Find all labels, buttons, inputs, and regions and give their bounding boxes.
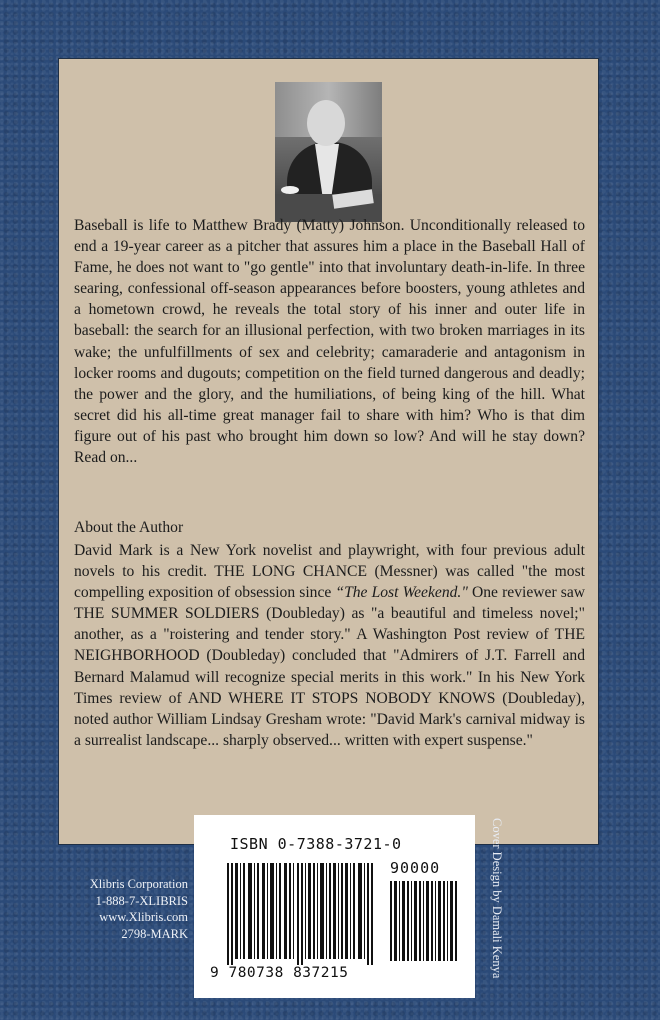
publisher-name: Xlibris Corporation [89, 877, 188, 891]
about-author-heading: About the Author [74, 519, 184, 536]
price-barcode [390, 881, 458, 961]
ean-number: 9 780738 837215 [210, 965, 349, 981]
about-text-italic: “The Lost Weekend." [335, 584, 468, 602]
about-text-part1: David Mark is a New York novelist and playwright, with four previous adult novels to his credit. THE LONG CHANCE (Messner) was called "the most compelling exposition of obsession since [74, 542, 585, 602]
publisher-info [90, 876, 188, 942]
publisher-phone: 1-888-7-XLIBRIS [95, 893, 188, 908]
about-author-text [74, 540, 585, 751]
author-photo [275, 82, 382, 222]
book-summary: Baseball is life to Matthew Brady (Matty) Johnson. Unconditionally released to end a 19-year career as a pitcher that assures him a place in the Baseball Hall of Fame, he does not want to "go gentle" into that involuntary death-in-life. In three searing, confessional off-season appearances before boosters, young athletes and a hometown crowd, he reveals the total story of his inner and outer life in baseball: the search for an illusional perfection, with two broken marriages in its wake; the unfulfillments of sex and celebrity; camaraderie and antagonism in locker rooms and dugouts; competition on the field turned dangerous and deadly; the power and the glory, and the humiliations, of being king of the hill. What secret did his all-time great manager fail to share with him? Who is that dim figure out of his past who brought him down so low? And will he stay down? Read on... [74, 217, 585, 467]
publisher-website: www.Xlibris.com [99, 910, 188, 924]
isbn-label: ISBN 0-7388-3721-0 [230, 835, 402, 853]
isbn-barcode [227, 863, 377, 965]
publisher-code: 2798-MARK [121, 926, 188, 941]
cover-design-credit: Cover Design by Damali Kenya [490, 818, 504, 979]
barcode-box [194, 815, 475, 998]
back-cover-panel [58, 58, 599, 845]
price-code: 90000 [390, 859, 441, 877]
about-text-part2: One reviewer saw THE SUMMER SOLDIERS (Doubleday) as "a beautiful and timeless novel;" another, as a "roistering and tender story." A Washington Post review of THE NEIGHBORHOOD (Doubleday) concluded that "Admirers of J.T. Farrell and Bernard Malamud will recognize special merits in this work." In his New York Times review of AND WHERE IT STOPS NOBODY KNOWS (Doubleday), noted author William Lindsay Gresham wrote: "David Mark's carnival midway is a surrealist landscape... sharply observed... written with expert suspense." [74, 584, 586, 749]
